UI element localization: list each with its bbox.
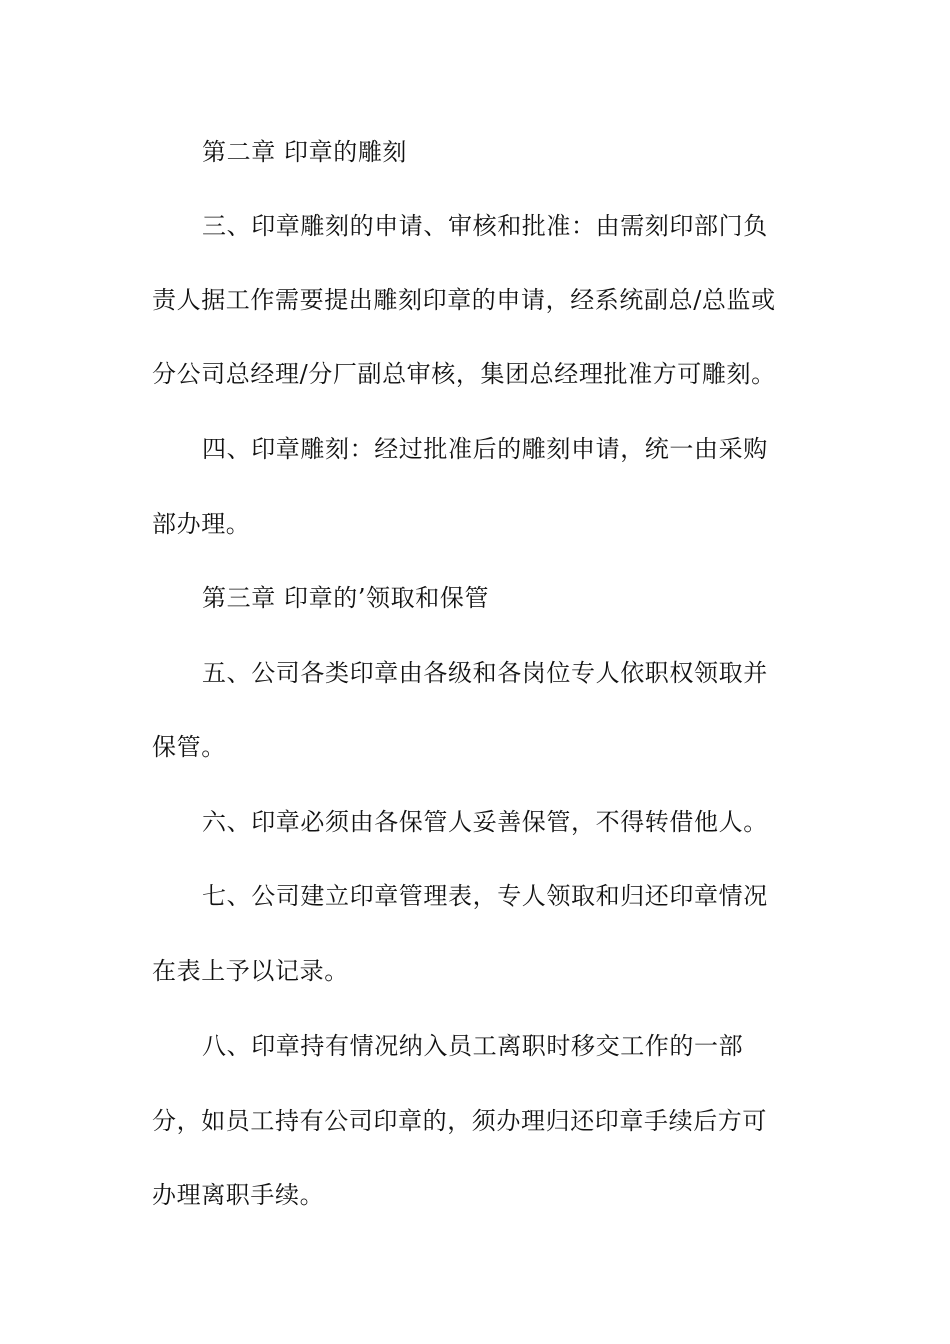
article-4-line-2: 部办理。 bbox=[152, 510, 251, 538]
article-4-line-1: 四、印章雕刻：经过批准后的雕刻申请，统一由采购 bbox=[202, 435, 768, 463]
chapter-2-heading: 第二章 印章的雕刻 bbox=[202, 138, 408, 166]
article-3-line-2: 责人据工作需要提出雕刻印章的申请，经系统副总/总监或 bbox=[152, 286, 776, 314]
article-5-line-2: 保管。 bbox=[152, 733, 226, 761]
article-3-line-1: 三、印章雕刻的申请、审核和批准：由需刻印部门负 bbox=[202, 212, 768, 240]
article-5-line-1: 五、公司各类印章由各级和各岗位专人依职权领取并 bbox=[202, 659, 768, 687]
chapter-3-heading: 第三章 印章的’领取和保管 bbox=[202, 584, 490, 612]
article-8-line-1: 八、印章持有情况纳入员工离职时移交工作的一部 bbox=[202, 1032, 744, 1060]
article-6-line-1: 六、印章必须由各保管人妥善保管，不得转借他人。 bbox=[202, 808, 768, 836]
article-3-line-3: 分公司总经理/分厂副总审核，集团总经理批准方可雕刻。 bbox=[152, 360, 776, 388]
article-8-line-2: 分，如员工持有公司印章的，须办理归还印章手续后方可 bbox=[152, 1107, 767, 1135]
article-7-line-1: 七、公司建立印章管理表，专人领取和归还印章情况 bbox=[202, 882, 768, 910]
article-7-line-2: 在表上予以记录。 bbox=[152, 957, 349, 985]
article-8-line-3: 办理离职手续。 bbox=[152, 1181, 325, 1209]
